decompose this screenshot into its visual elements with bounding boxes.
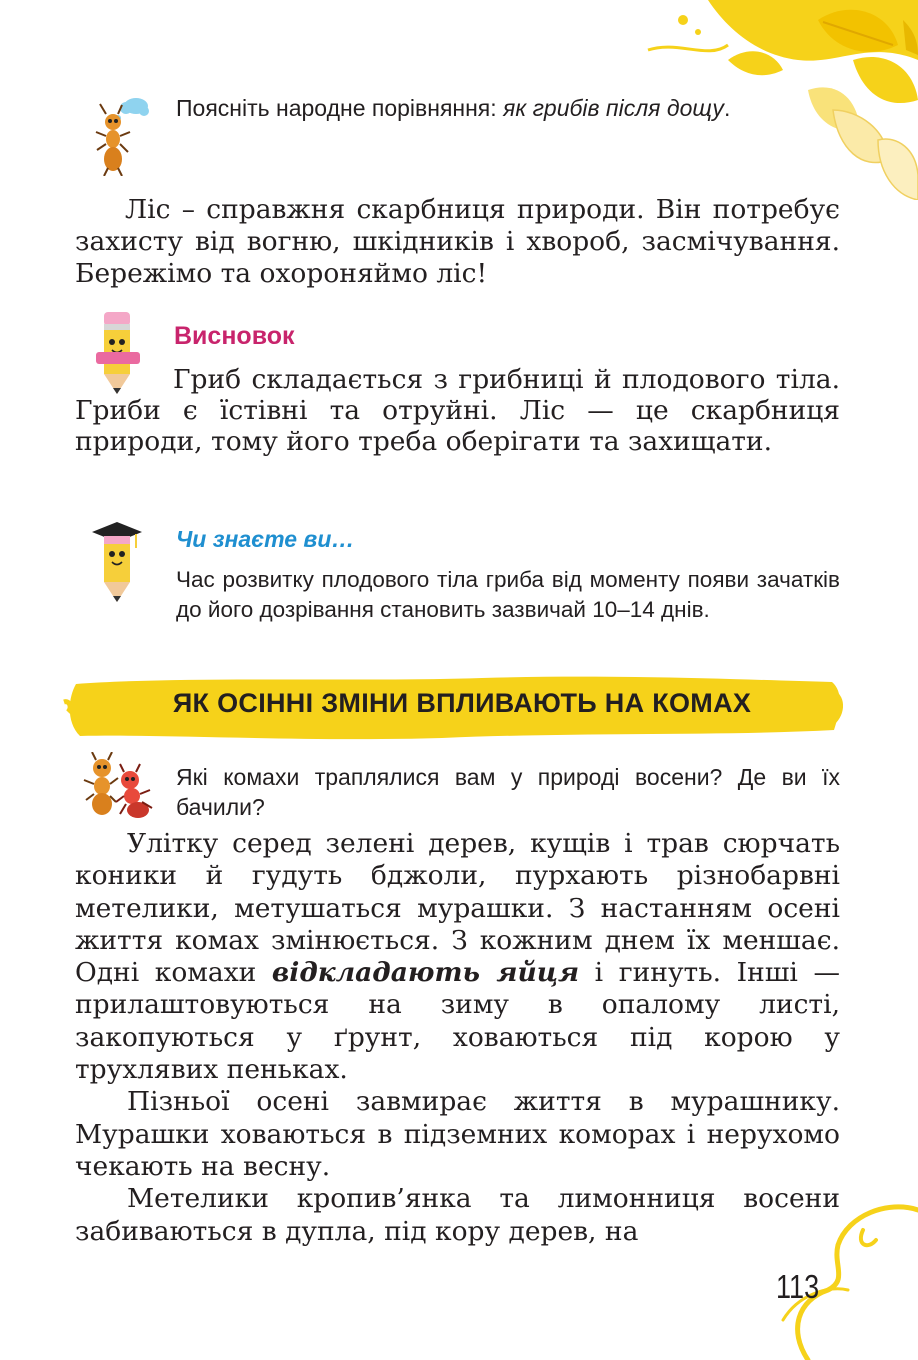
question-explain-saying <box>176 92 840 124</box>
question-insects-autumn: Які комахи траплялися вам у природі восени? Де ви їх бачили? <box>176 764 840 820</box>
insects-p1-bold: відкладають яйця <box>271 957 580 989</box>
insects-text <box>75 828 840 1248</box>
conclusion-title: Висновок <box>174 322 295 350</box>
forest-paragraph <box>75 194 840 290</box>
did-you-know-title: Чи знаєте ви… <box>176 526 355 552</box>
insects-paragraph-2 <box>75 1086 840 1183</box>
conclusion-body: Гриб складається з грибниці й плодового тіла. Гриби є їстівні та отруйні. Ліс — це скарбниця природи, тому його треба оберігати та захищати. <box>75 364 840 457</box>
page-number: 113 <box>776 1268 820 1305</box>
insects-p1-start: Улітку серед зелені дерев, кущів і трав сюрчать коники й гудуть бджоли, пурхають різнобарвні метелики, метушаться мурашки. З настанням осені життя комах змінюється. З кожним днем їх меншає. Одні комахи <box>75 828 840 989</box>
pencil-graduate-icon <box>88 518 146 604</box>
insects-p3: Метелики кропив’янка та лимонниця восени забиваються в дупла, під кору дерев, на <box>75 1183 840 1247</box>
saying-italic: як грибів після дощу <box>503 95 724 121</box>
did-you-know-text: Час розвитку плодового тіла гриба від моменту появи зачатків до його дозрівання становить зазвичай 10–14 днів. <box>176 567 840 622</box>
question-end: . <box>723 95 731 121</box>
ants-pair-icon <box>82 752 156 818</box>
question-text: Поясніть народне порівняння: <box>176 95 504 121</box>
swirl-decoration <box>738 1190 918 1360</box>
insects-paragraph-1 <box>75 828 840 1086</box>
insects-paragraph-3 <box>75 1183 840 1248</box>
conclusion-text <box>75 364 840 457</box>
insects-p2: Пізньої осені завмирає життя в мурашнику. Мурашки ховаються в підземних коморах і нерухомо чекають на весну. <box>75 1086 840 1182</box>
ant-thinking-icon <box>92 96 156 176</box>
insects-p1-end: і гинуть. Інші — прилаштовуються на зиму в опалому листі, закопуються у ґрунт, ховаються під корою у трухлявих пеньках. <box>75 957 840 1086</box>
forest-paragraph-text: Ліс – справжня скарбниця природи. Він потребує захисту від вогню, шкідників і хвороб, засмічування. Бережімо та охороняймо ліс! <box>75 194 840 289</box>
section-title: ЯК ОСІННІ ЗМІНИ ВПЛИВАЮТЬ НА КОМАХ <box>172 688 752 718</box>
